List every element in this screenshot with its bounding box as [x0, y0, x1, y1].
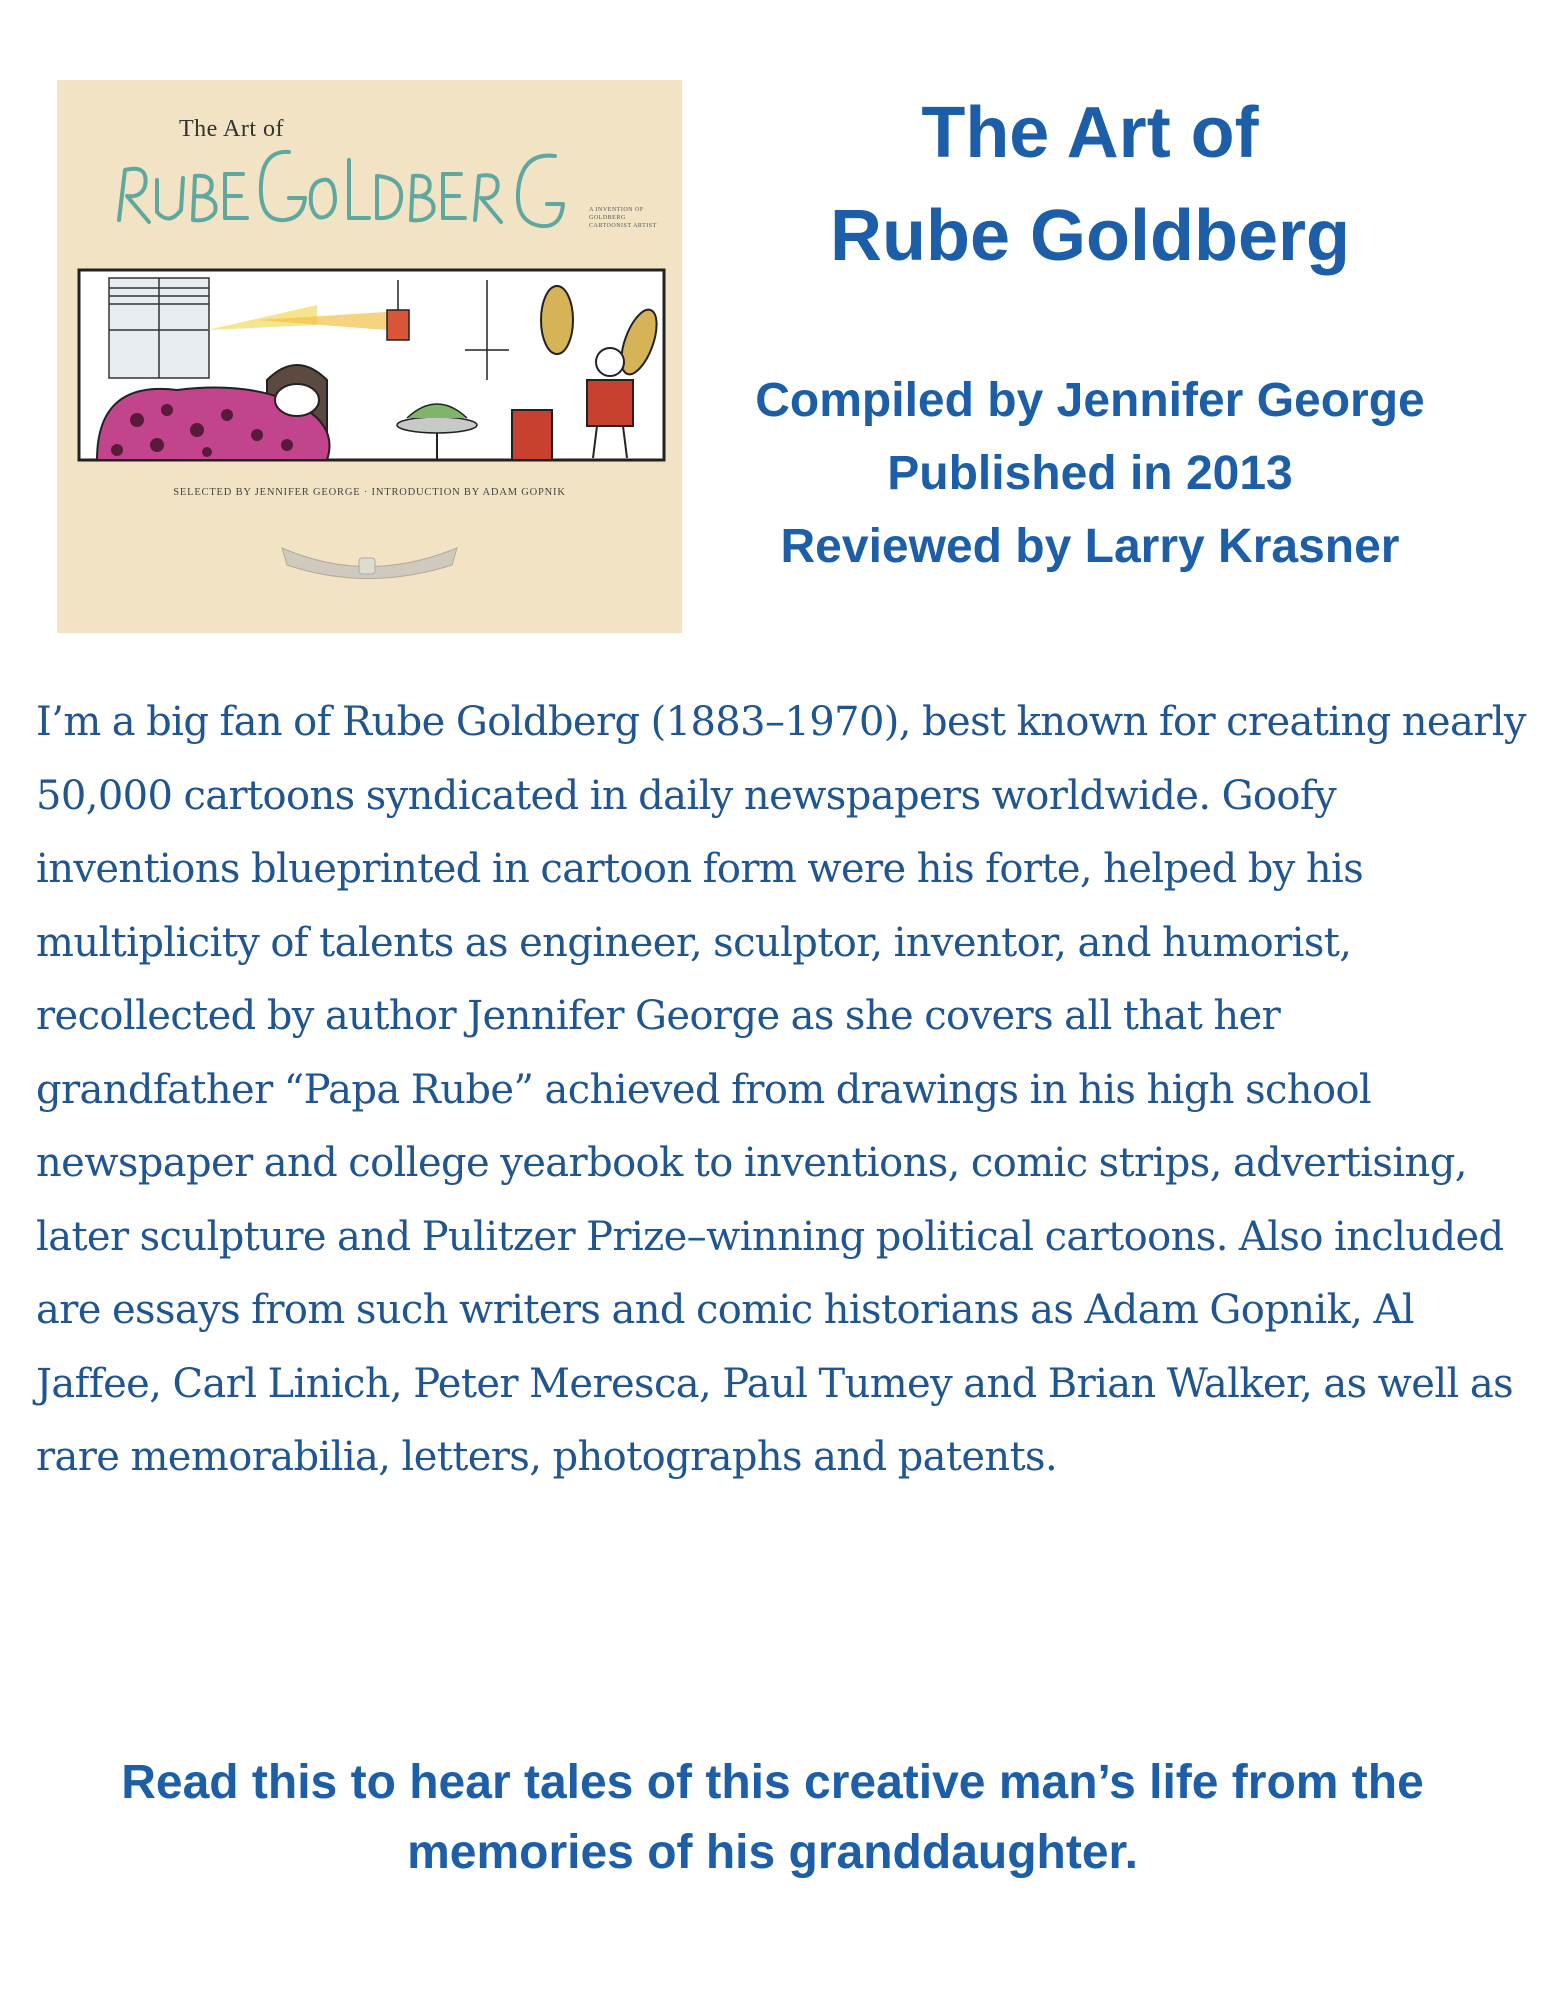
book-title-line1: The Art of	[921, 93, 1259, 173]
book-cover-image	[57, 80, 682, 633]
cover-illustration	[57, 80, 682, 633]
published-date: Published in 2013	[887, 447, 1293, 500]
cover-window	[109, 278, 209, 378]
cover-art-of-text: The Art of	[179, 116, 284, 142]
review-body: I’m a big fan of Rube Goldberg (1883–1970), best known for creating nearly 50,000 cartoons syndicated in daily newspapers worldwide. Goofy inventions blueprinted in cartoon form were his forte, helped by his multiplicity of talents as engineer, sculptor, inventor, and humorist, recollected by author Jennifer George as she covers all that her grandfather “Papa Rube” achieved from drawings in his high school newspaper and college yearbook to inventions, comic strips, advertising, later sculpture and Pulitzer Prize–winning political cartoons. Also included are essays from such writers and comic historians as Adam Gopnik, Al Jaffee, Carl Linich, Peter Meresca, Paul Tumey and Brian Walker, as well as rare memorabilia, letters, photographs and patents.	[36, 699, 1526, 1480]
cover-logo-lettering	[119, 152, 563, 226]
book-title-line2: Rube Goldberg	[830, 196, 1350, 276]
compiled-by: Compiled by Jennifer George	[755, 374, 1425, 427]
book-title	[690, 82, 1490, 288]
cover-credit: SELECTED BY JENNIFER GEORGE · INTRODUCTION BY ADAM GOPNIK	[173, 487, 566, 498]
reviewed-by: Reviewed by Larry Krasner	[780, 520, 1400, 573]
book-meta	[690, 364, 1490, 583]
review-closing: Read this to hear tales of this creative man’s life from the memories of his granddaughter.	[121, 1756, 1424, 1879]
cover-tagline: A INVENTION OF GOLDBERG CARTOONIST ARTIST	[589, 207, 657, 229]
